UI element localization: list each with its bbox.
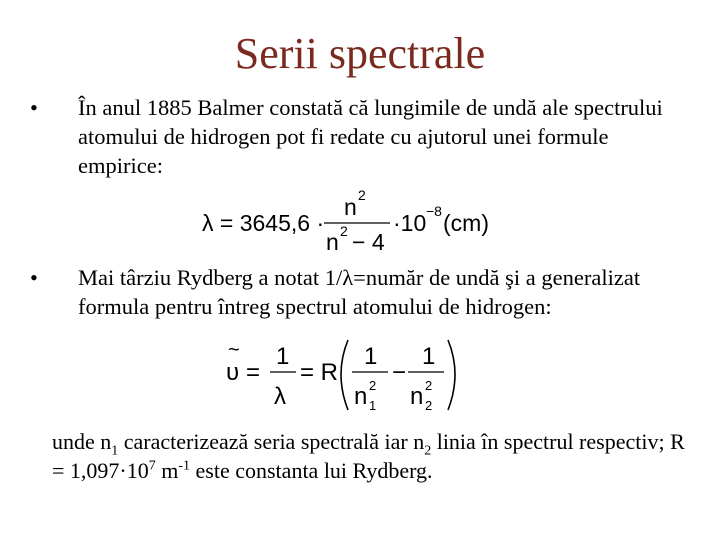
note-part4: m <box>155 458 179 483</box>
term1-sub: 1 <box>369 398 377 413</box>
note-sub-n2: 2 <box>424 443 432 459</box>
note-sup-minus1: -1 <box>178 458 191 474</box>
note-part5: este constanta lui Rydberg. <box>190 458 433 483</box>
bullet-balmer <box>30 93 670 180</box>
term2-numerator: 1 <box>422 343 436 370</box>
term2-denominator: n <box>410 383 424 410</box>
term2-sub: 2 <box>425 398 433 413</box>
balmer-denominator: n <box>326 229 339 255</box>
balmer-denominator-exp: 2 <box>340 223 348 239</box>
balmer-numerator: n <box>344 194 357 220</box>
note-sub-n1: 1 <box>111 443 119 459</box>
note-part1: unde n <box>52 429 112 454</box>
reciprocal-denominator: λ <box>274 383 286 410</box>
right-paren <box>448 340 455 410</box>
balmer-factor: ·10 <box>393 210 427 236</box>
balmer-denominator-tail: − 4 <box>352 229 385 255</box>
bullet-icon: • <box>30 95 38 120</box>
left-paren <box>341 340 348 410</box>
minus-sign: − <box>392 359 407 386</box>
note-sup-7: 7 <box>148 458 156 474</box>
reciprocal-numerator: 1 <box>276 343 290 370</box>
term2-exp: 2 <box>425 378 433 393</box>
wavenumber-symbol: υ <box>226 359 240 386</box>
slide-title: Serii spectrale <box>234 29 486 78</box>
bullet-balmer-text: În anul 1885 Balmer constată că lungimile de undă ale spectrului atomului de hidrogen pot fi redate cu ajutorul unei formule empirice: <box>78 95 663 178</box>
wavenumber-tilde: ~ <box>228 339 240 361</box>
bullet-icon: • <box>30 265 38 290</box>
term1-exp: 2 <box>369 378 377 393</box>
bullet-rydberg <box>30 263 670 321</box>
balmer-numerator-exp: 2 <box>358 188 366 203</box>
balmer-lhs: λ = 3645,6 · <box>202 210 325 236</box>
term1-denominator: n <box>354 383 368 410</box>
balmer-factor-exp: −8 <box>426 203 442 219</box>
rydberg-note <box>52 427 692 485</box>
bullet-rydberg-text: Mai târziu Rydberg a notat 1/λ=număr de undă şi a generalizat formula pentru întreg spectrul atomului de hidrogen: <box>78 265 641 319</box>
balmer-formula <box>200 188 500 258</box>
note-part2: caracterizează seria spectrală iar n <box>118 429 425 454</box>
term1-numerator: 1 <box>364 343 378 370</box>
rydberg-formula <box>222 334 462 414</box>
note-part3: linia în spectrul respectiv; R = 1,097·10 <box>52 429 685 483</box>
equals-sign: = <box>246 359 261 386</box>
balmer-unit: (cm) <box>443 210 489 236</box>
equals-rydberg: = R <box>300 359 339 386</box>
